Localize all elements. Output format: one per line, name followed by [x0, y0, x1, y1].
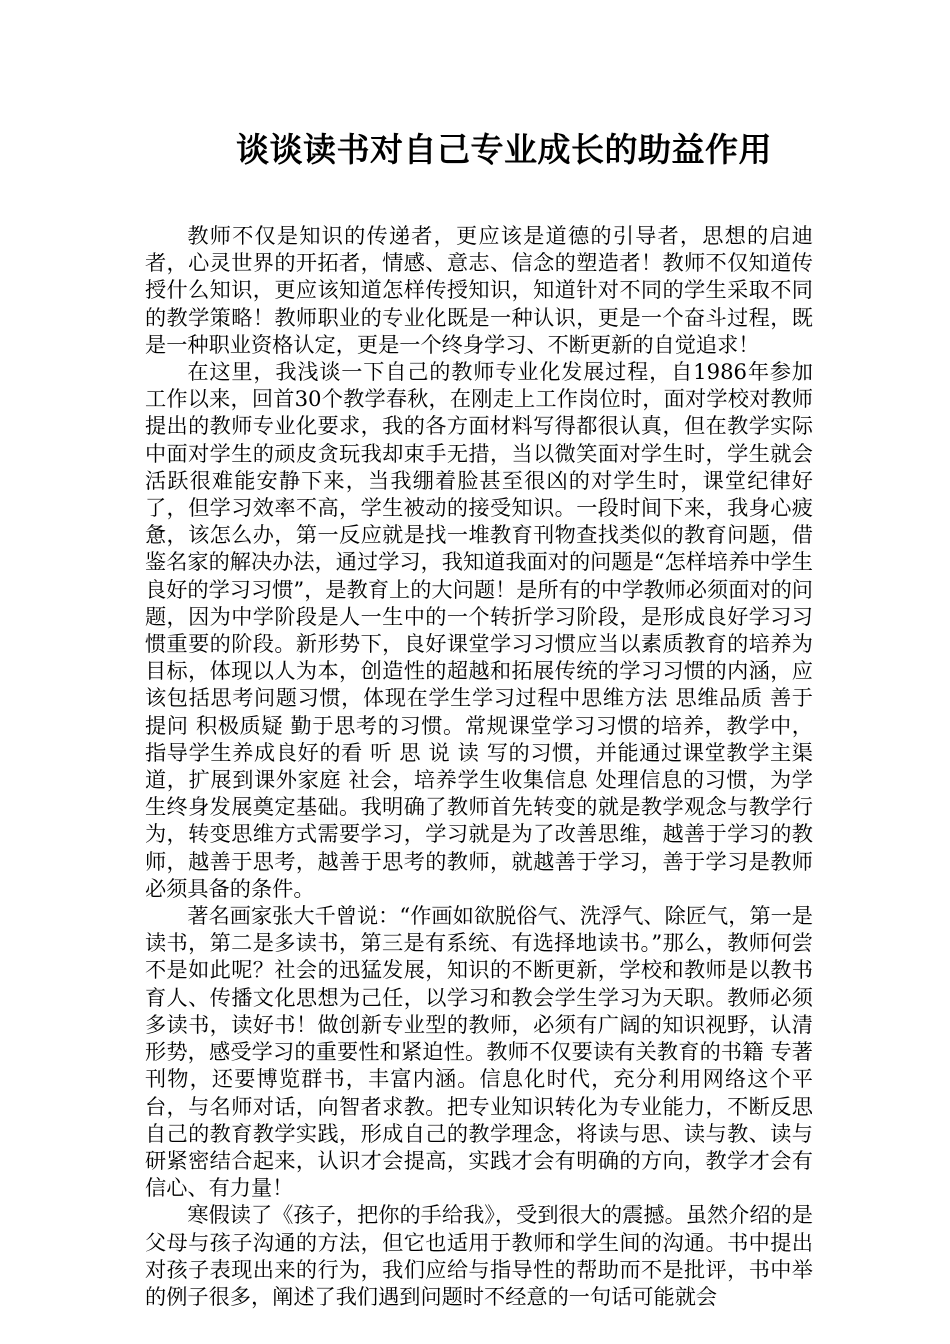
paragraph-4: 寒假读了《孩子，把你的手给我》，受到很大的震撼。虽然介绍的是父母与孩子沟通的方法，但它也适用于教师和学生间的沟通。书中提出对孩子表现出来的行为，我们应给与指导性的帮助而不是批评，书中举的例子很多，阐述了我们遇到问题时不经意的一句话可能就会: [145, 1202, 813, 1309]
paragraph-1: 教师不仅是知识的传递者，更应该是道德的引导者，思想的启迪者，心灵世界的开拓者，情感、意志、信念的塑造者！教师不仅知道传授什么知识，更应该知道怎样传授知识，知道针对不同的学生采取不同的教学策略！教师职业的专业化既是一种认识，更是一个奋斗过程，既是一种职业资格认定，更是一个终身学习、不断更新的自觉追求！: [145, 223, 813, 357]
article-body: [145, 222, 813, 1310]
page-title: 谈谈读书对自己专业成长的助益作用: [236, 130, 772, 169]
paragraph-2: 在这里，我浅谈一下自己的教师专业化发展过程，自1986年参加工作以来，回首30个教学春秋，在刚走上工作岗位时，面对学校对教师提出的教师专业化要求，我的各方面材料写得都很认真，但在教学实际中面对学生的顽皮贪玩我却束手无措，当以微笑面对学生时，学生就会活跃很难能安静下来，当我绷着脸甚至很凶的对学生时，课堂纪律好了，但学习效率不高，学生被动的接受知识。一段时间下来，我身心疲惫，该怎么办，第一反应就是找一堆教育刊物查找类似的教育问题，借鉴名家的解决办法，通过学习，我知道我面对的问题是“怎样培养中学生良好的学习习惯”，是教育上的大问题！是所有的中学教师必须面对的问题，因为中学阶段是人一生中的一个转折学习阶段，是形成良好学习习惯重要的阶段。新形势下，良好课堂学习习惯应当以素质教育的培养为目标，体现以人为本，创造性的超越和拓展传统的学习习惯的内涵，应该包括思考问题习惯，体现在学生学习过程中思维方法 思维品质 善于提问 积极质疑 勤于思考的习惯。常规课堂学习习惯的培养，教学中，指导学生养成良好的看 听 思 说 读 写的习惯，并能通过课堂教学主渠道，扩展到课外家庭 社会，培养学生收集信息 处理信息的习惯，为学生终身发展奠定基础。我明确了教师首先转变的就是教学观念与教学行为，转变思维方式需要学习，学习就是为了改善思维，越善于学习的教师，越善于思考，越善于思考的教师，就越善于学习，善于学习是教师必须具备的条件。: [145, 359, 813, 901]
paragraph-3: 著名画家张大千曾说：“作画如欲脱俗气、洗浮气、除匠气，第一是读书，第二是多读书，第三是有系统、有选择地读书。”那么，教师何尝不是如此呢？社会的迅猛发展，知识的不断更新，学校和教师是以教书育人、传播文化思想为己任，以学习和教会学生学习为天职。教师必须多读书，读好书！做创新专业型的教师，必须有广阔的知识视野，认清形势，感受学习的重要性和紧迫性。教师不仅要读有关教育的书籍 专著刊物，还要博览群书，丰富内涵。信息化时代，充分利用网络这个平台，与名师对话，向智者求教。把专业知识转化为专业能力，不断反思自己的教育教学实践，形成自己的教学理念，将读与思、读与教、读与研紧密结合起来，认识才会提高，实践才会有明确的方向，教学才会有信心、有力量！: [145, 903, 813, 1201]
